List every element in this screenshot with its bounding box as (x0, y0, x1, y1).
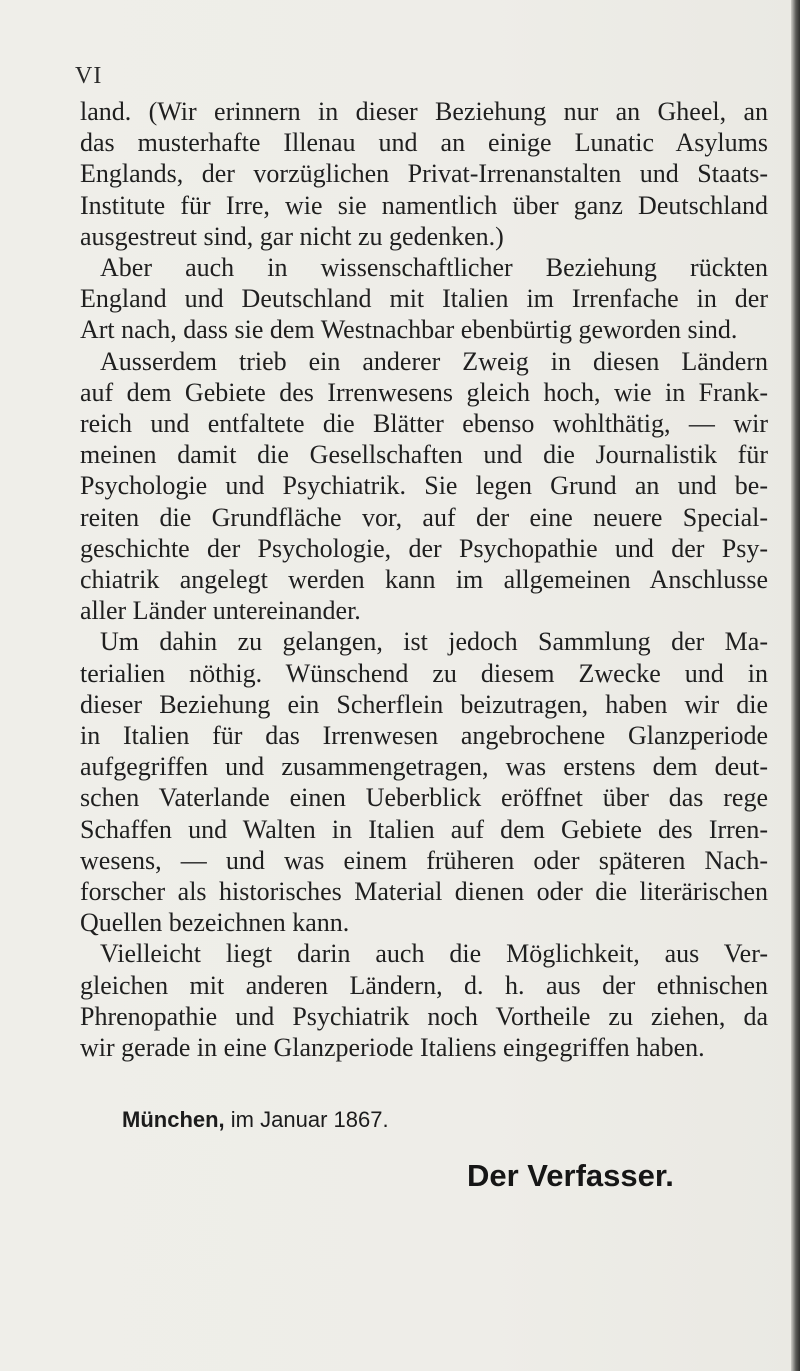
text-line: meinen damit die Gesellschaften und die Journalistik für (80, 440, 768, 470)
page-edge (791, 0, 800, 1371)
text-line: auf dem Gebiete des Irrenwesens gleich hoch, wie in Frank- (80, 377, 768, 407)
text-line: aller Länder untereinander. (80, 596, 361, 626)
text-line: Phrenopathie und Psychiatrik noch Vortheile zu ziehen, da (80, 1001, 768, 1031)
text-line: terialien nöthig. Wünschend zu diesem Zwecke und in (80, 658, 768, 688)
text-line: dieser Beziehung ein Scherflein beizutragen, haben wir die (80, 689, 768, 719)
text-line: Vielleicht liegt darin auch die Möglichkeit, aus Ver- (100, 939, 768, 969)
text-line: Art nach, dass sie dem Westnachbar ebenbürtig geworden sind. (80, 315, 738, 345)
text-line: wesens, — und was einem früheren oder späteren Nach- (80, 845, 768, 875)
text-line: wir gerade in eine Glanzperiode Italiens eingegriffen haben. (80, 1033, 705, 1063)
text-line: Um dahin zu gelangen, ist jedoch Sammlung der Ma- (100, 627, 768, 657)
signature-place: München, (122, 1107, 225, 1132)
text-line: Englands, der vorzüglichen Privat-Irrenanstalten und Staats- (80, 159, 768, 189)
text-line: gleichen mit anderen Ländern, d. h. aus der ethnischen (80, 970, 768, 1000)
text-line: land. (Wir erinnern in dieser Beziehung nur an Gheel, an (80, 97, 768, 126)
text-line: das musterhafte Illenau und an einige Lunatic Asylums (80, 128, 768, 158)
text-line: chiatrik angelegt werden kann im allgemeinen Anschlusse (80, 565, 768, 595)
text-line: Ausserdem trieb ein anderer Zweig in diesen Ländern (100, 346, 768, 376)
text-line: forscher als historisches Material dienen oder die literärischen (80, 877, 768, 907)
text-line: Psychologie und Psychiatrik. Sie legen Grund an und be- (80, 471, 768, 501)
text-line: Aber auch in wissenschaftlicher Beziehung rückten (100, 253, 768, 283)
text-line: geschichte der Psychologie, der Psychopathie und der Psy- (80, 533, 768, 563)
text-line: aufgegriffen und zusammengetragen, was erstens dem deut- (80, 752, 768, 782)
signature-date: im Januar 1867. (230, 1107, 389, 1132)
text-line: Schaffen und Walten in Italien auf dem Gebiete des Irren- (80, 814, 768, 844)
text-line: reiten die Grundfläche vor, auf der eine neuere Special- (80, 502, 768, 532)
text-line: England und Deutschland mit Italien im Irrenfache in der (80, 284, 768, 314)
text-line: reich und entfaltete die Blätter ebenso wohlthätig, — wir (80, 409, 768, 439)
page-number: VI (75, 63, 103, 89)
text-line: schen Vaterlande einen Ueberblick eröffnet über das rege (80, 783, 768, 813)
text-line: Quellen bezeichnen kann. (80, 908, 350, 938)
signature-place-date (122, 1107, 389, 1133)
text-line: Institute für Irre, wie sie namentlich über ganz Deutschland (80, 190, 768, 220)
text-line: in Italien für das Irrenwesen angebrochene Glanzperiode (80, 721, 768, 751)
signature-author: Der Verfasser. (467, 1158, 674, 1193)
text-line: ausgestreut sind, gar nicht zu gedenken.) (80, 221, 504, 251)
body-text (80, 96, 768, 1063)
